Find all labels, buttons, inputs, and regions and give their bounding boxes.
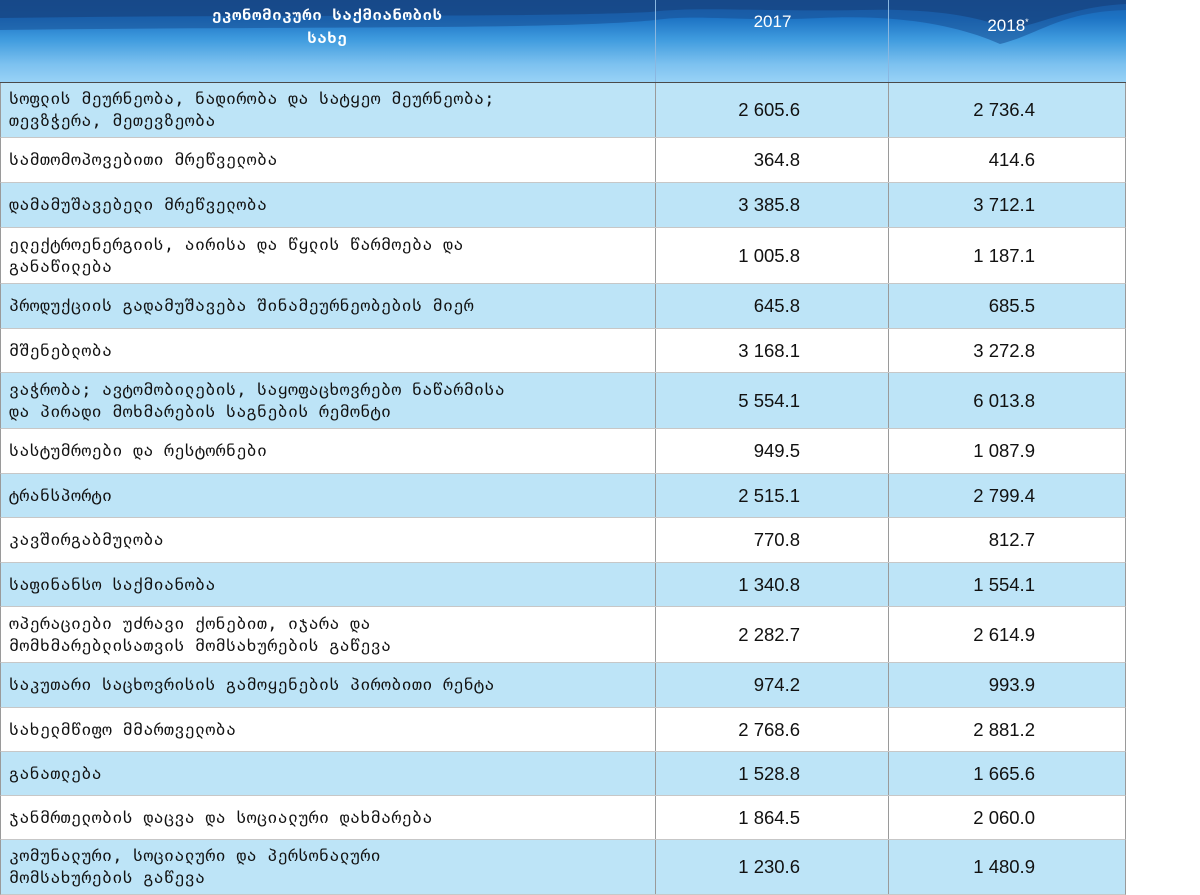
activity-cell bbox=[1, 183, 655, 227]
table-row bbox=[0, 373, 1126, 429]
value-2018-cell: 2 881.2 bbox=[888, 708, 1125, 751]
activity-label bbox=[9, 674, 495, 696]
table-row bbox=[0, 796, 1126, 840]
activity-label-line1: საფინანსო საქმიანობა bbox=[9, 574, 216, 594]
activity-label-line1: ჯანმრთელობის დაცვა და სოციალური დახმარება bbox=[9, 807, 433, 827]
activity-cell bbox=[1, 329, 655, 372]
activity-label bbox=[9, 719, 236, 741]
activity-label-line2: განაწილება bbox=[9, 256, 113, 276]
header-category-cell bbox=[0, 0, 655, 82]
table-row bbox=[0, 228, 1126, 284]
table-row bbox=[0, 284, 1126, 329]
activity-label-line1: სოფლის მეურნეობა, ნადირობა და სატყეო მეურნეობა; bbox=[9, 89, 495, 108]
table-row bbox=[0, 663, 1126, 708]
activity-label-line1: საკუთარი საცხოვრისის გამოყენების პირობითი რენტა bbox=[9, 675, 495, 694]
value-2018-cell: 1 480.9 bbox=[888, 840, 1125, 894]
activity-label-line1: ვაჭრობა; ავტომობილების, საყოფაცხოვრებო ნაწარმისა bbox=[9, 379, 506, 399]
table-row bbox=[0, 138, 1126, 183]
activity-cell bbox=[1, 708, 655, 751]
activity-label bbox=[9, 440, 267, 462]
value-2018-cell: 1 087.9 bbox=[888, 429, 1125, 473]
value-2017-cell: 974.2 bbox=[655, 663, 888, 707]
activity-label bbox=[9, 763, 102, 785]
activity-label bbox=[9, 807, 433, 829]
activity-label-line2: და პირადი მოხმარების საგნების რემონტი bbox=[9, 401, 392, 421]
activity-label bbox=[9, 295, 474, 317]
table-row bbox=[0, 518, 1126, 563]
activity-cell bbox=[1, 284, 655, 328]
activity-label-line1: სასტუმროები და რესტორნები bbox=[9, 441, 268, 460]
value-2018-cell: 2 614.9 bbox=[888, 607, 1125, 662]
activity-label-line2: მომხმარებლისათვის მომსახურების გაწევა bbox=[9, 635, 392, 655]
activity-cell bbox=[1, 663, 655, 707]
value-2018-cell: 2 060.0 bbox=[888, 796, 1125, 839]
activity-label bbox=[9, 234, 464, 278]
table-row bbox=[0, 429, 1126, 474]
value-2017-cell: 1 005.8 bbox=[655, 228, 888, 283]
activity-label bbox=[9, 574, 216, 596]
value-2017-cell: 1 864.5 bbox=[655, 796, 888, 839]
value-2017-cell: 364.8 bbox=[655, 138, 888, 182]
activity-label bbox=[9, 379, 505, 423]
activity-label-line1: სახელმწიფო მმართველობა bbox=[9, 719, 237, 739]
value-2017-cell: 2 282.7 bbox=[655, 607, 888, 662]
value-2017-cell: 2 605.6 bbox=[655, 83, 888, 137]
activity-label bbox=[9, 340, 112, 362]
activity-label-line2: მომსახურების გაწევა bbox=[9, 868, 206, 887]
value-2018-cell: 3 272.8 bbox=[888, 329, 1125, 372]
value-2017-cell: 949.5 bbox=[655, 429, 888, 473]
activity-label-line1: ელექტროენერგიის, აირისა და წყლის წარმოება და bbox=[9, 234, 464, 254]
activity-cell bbox=[1, 563, 655, 606]
header-year-2018 bbox=[889, 11, 1126, 37]
value-2017-cell: 2 515.1 bbox=[655, 474, 888, 517]
header-year-2018-cell bbox=[888, 0, 1126, 82]
value-2017-cell: 1 340.8 bbox=[655, 563, 888, 606]
activity-label bbox=[9, 529, 164, 551]
activity-label-line1: ოპერაციები უძრავი ქონებით, იჯარა და bbox=[9, 613, 371, 633]
value-2018-cell: 2 736.4 bbox=[888, 83, 1125, 137]
value-2018-cell: 1 554.1 bbox=[888, 563, 1125, 606]
activity-cell bbox=[1, 373, 655, 428]
activity-cell bbox=[1, 474, 655, 517]
value-2018-cell: 414.6 bbox=[888, 138, 1125, 182]
table-row bbox=[0, 840, 1126, 895]
header-year-2017-cell bbox=[655, 0, 889, 82]
activity-cell bbox=[1, 228, 655, 283]
value-2017-cell: 770.8 bbox=[655, 518, 888, 562]
value-2017-cell: 1 528.8 bbox=[655, 752, 888, 795]
activity-cell bbox=[1, 83, 655, 137]
value-2017-cell: 3 168.1 bbox=[655, 329, 888, 372]
activity-cell bbox=[1, 752, 655, 795]
activity-label-line1: კომუნალური, სოციალური და პერსონალური bbox=[9, 846, 382, 865]
value-2018-cell: 3 712.1 bbox=[888, 183, 1125, 227]
value-2018-cell: 6 013.8 bbox=[888, 373, 1125, 428]
activity-cell bbox=[1, 607, 655, 662]
activity-label-line1: დამამუშავებელი მრეწველობა bbox=[9, 195, 268, 214]
value-2017-cell: 5 554.1 bbox=[655, 373, 888, 428]
value-2017-cell: 1 230.6 bbox=[655, 840, 888, 894]
value-2018-cell: 685.5 bbox=[888, 284, 1125, 328]
activity-label-line2: თევზჭერა, მეთევზეობა bbox=[9, 111, 216, 130]
table-header bbox=[0, 0, 1126, 82]
activity-label-line1: ტრანსპორტი bbox=[9, 485, 113, 505]
table-row bbox=[0, 474, 1126, 518]
table-row bbox=[0, 607, 1126, 663]
value-2017-cell: 2 768.6 bbox=[655, 708, 888, 751]
activity-label bbox=[9, 149, 278, 171]
table-body bbox=[0, 82, 1126, 895]
table-row bbox=[0, 329, 1126, 373]
header-year-2017: 2017 bbox=[753, 12, 792, 31]
header-year-2018-text: 2018 bbox=[987, 16, 1026, 35]
table-row bbox=[0, 563, 1126, 607]
value-2018-cell: 2 799.4 bbox=[888, 474, 1125, 517]
table-row bbox=[0, 83, 1126, 138]
value-2018-cell: 812.7 bbox=[888, 518, 1125, 562]
value-2017-cell: 3 385.8 bbox=[655, 183, 888, 227]
value-2018-cell: 1 665.6 bbox=[888, 752, 1125, 795]
activity-cell bbox=[1, 796, 655, 839]
activity-cell bbox=[1, 429, 655, 473]
value-2018-cell: 993.9 bbox=[888, 663, 1125, 707]
table-row bbox=[0, 708, 1126, 752]
activity-label bbox=[9, 485, 112, 507]
header-category-line1: ეკონომიკური საქმიანობის bbox=[212, 6, 443, 24]
activity-cell bbox=[1, 840, 655, 894]
activity-label-line1: განათლება bbox=[9, 763, 103, 783]
activity-label-line1: მშენებლობა bbox=[9, 340, 113, 360]
activity-label-line1: კავშირგაბმულობა bbox=[9, 530, 165, 549]
activity-cell bbox=[1, 138, 655, 182]
header-category-line2: სახე bbox=[307, 29, 348, 47]
value-2018-cell: 1 187.1 bbox=[888, 228, 1125, 283]
activity-label bbox=[9, 194, 267, 216]
activity-cell bbox=[1, 518, 655, 562]
activity-label bbox=[9, 845, 381, 889]
activity-label bbox=[9, 613, 391, 657]
activity-label-line1: სამთომოპოვებითი მრეწველობა bbox=[9, 150, 278, 169]
value-2017-cell: 645.8 bbox=[655, 284, 888, 328]
activity-label-line1: პროდუქციის გადამუშავება შინამეურნეობების მიერ bbox=[9, 296, 475, 315]
table-row bbox=[0, 752, 1126, 796]
activity-label bbox=[9, 88, 495, 132]
header-year-2018-mark: * bbox=[1025, 17, 1029, 27]
table-row bbox=[0, 183, 1126, 228]
header-category-title bbox=[0, 4, 655, 50]
